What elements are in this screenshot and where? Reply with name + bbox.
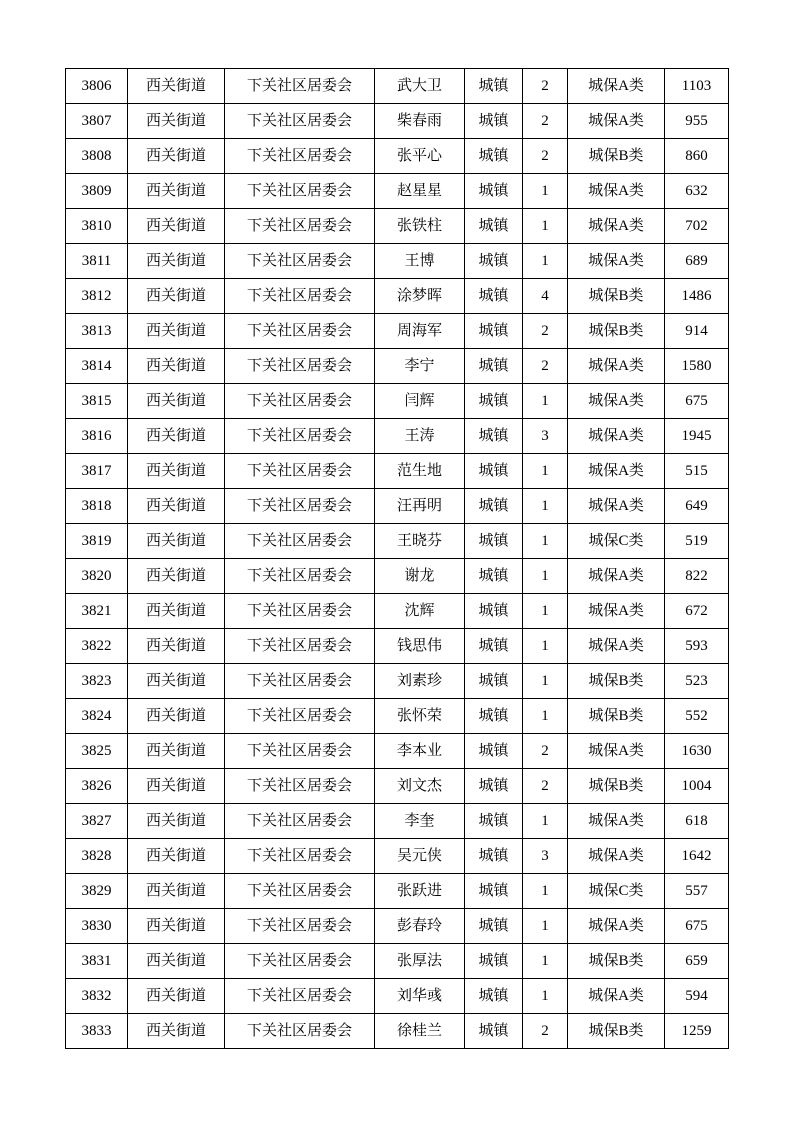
row-count: 2 <box>523 349 568 384</box>
row-count: 4 <box>523 279 568 314</box>
row-seq: 3813 <box>66 314 128 349</box>
row-category: 城保A类 <box>568 384 665 419</box>
row-name: 吴元侠 <box>375 839 465 874</box>
row-seq: 3812 <box>66 279 128 314</box>
row-seq: 3825 <box>66 734 128 769</box>
row-name: 涂梦晖 <box>375 279 465 314</box>
row-type: 城镇 <box>465 699 523 734</box>
row-count: 1 <box>523 559 568 594</box>
row-name: 王涛 <box>375 419 465 454</box>
table-row <box>66 69 729 104</box>
row-community: 下关社区居委会 <box>225 699 375 734</box>
row-name: 柴春雨 <box>375 104 465 139</box>
row-type: 城镇 <box>465 104 523 139</box>
row-type: 城镇 <box>465 419 523 454</box>
subsidy-table <box>65 68 729 1049</box>
row-category: 城保B类 <box>568 1014 665 1049</box>
row-name: 闫辉 <box>375 384 465 419</box>
row-count: 1 <box>523 594 568 629</box>
row-street: 西关街道 <box>128 104 225 139</box>
table-row <box>66 699 729 734</box>
row-category: 城保B类 <box>568 699 665 734</box>
row-category: 城保A类 <box>568 629 665 664</box>
row-count: 2 <box>523 769 568 804</box>
row-count: 1 <box>523 944 568 979</box>
row-street: 西关街道 <box>128 454 225 489</box>
row-seq: 3809 <box>66 174 128 209</box>
row-street: 西关街道 <box>128 279 225 314</box>
row-category: 城保A类 <box>568 209 665 244</box>
row-seq: 3827 <box>66 804 128 839</box>
row-seq: 3808 <box>66 139 128 174</box>
row-type: 城镇 <box>465 559 523 594</box>
row-amount: 649 <box>665 489 729 524</box>
table-row <box>66 804 729 839</box>
row-community: 下关社区居委会 <box>225 489 375 524</box>
row-name: 钱思伟 <box>375 629 465 664</box>
row-seq: 3811 <box>66 244 128 279</box>
row-count: 1 <box>523 174 568 209</box>
row-community: 下关社区居委会 <box>225 804 375 839</box>
row-community: 下关社区居委会 <box>225 769 375 804</box>
row-type: 城镇 <box>465 209 523 244</box>
row-type: 城镇 <box>465 909 523 944</box>
table-row <box>66 454 729 489</box>
row-community: 下关社区居委会 <box>225 69 375 104</box>
row-seq: 3807 <box>66 104 128 139</box>
row-type: 城镇 <box>465 314 523 349</box>
row-street: 西关街道 <box>128 769 225 804</box>
row-count: 1 <box>523 244 568 279</box>
row-amount: 552 <box>665 699 729 734</box>
row-community: 下关社区居委会 <box>225 419 375 454</box>
table-body <box>66 69 729 1049</box>
row-community: 下关社区居委会 <box>225 279 375 314</box>
row-community: 下关社区居委会 <box>225 209 375 244</box>
row-community: 下关社区居委会 <box>225 839 375 874</box>
row-type: 城镇 <box>465 944 523 979</box>
row-community: 下关社区居委会 <box>225 979 375 1014</box>
row-street: 西关街道 <box>128 244 225 279</box>
row-amount: 632 <box>665 174 729 209</box>
row-category: 城保A类 <box>568 244 665 279</box>
row-category: 城保A类 <box>568 104 665 139</box>
row-category: 城保A类 <box>568 909 665 944</box>
table-row <box>66 769 729 804</box>
row-amount: 1103 <box>665 69 729 104</box>
row-name: 彭春玲 <box>375 909 465 944</box>
row-street: 西关街道 <box>128 139 225 174</box>
row-count: 2 <box>523 104 568 139</box>
row-type: 城镇 <box>465 874 523 909</box>
row-name: 张厚法 <box>375 944 465 979</box>
row-community: 下关社区居委会 <box>225 944 375 979</box>
row-amount: 822 <box>665 559 729 594</box>
row-count: 1 <box>523 804 568 839</box>
row-amount: 1486 <box>665 279 729 314</box>
row-amount: 914 <box>665 314 729 349</box>
row-count: 3 <box>523 419 568 454</box>
row-street: 西关街道 <box>128 384 225 419</box>
row-name: 周海军 <box>375 314 465 349</box>
row-amount: 618 <box>665 804 729 839</box>
row-street: 西关街道 <box>128 594 225 629</box>
row-community: 下关社区居委会 <box>225 104 375 139</box>
table-row <box>66 104 729 139</box>
row-type: 城镇 <box>465 1014 523 1049</box>
row-name: 李宁 <box>375 349 465 384</box>
row-seq: 3810 <box>66 209 128 244</box>
row-category: 城保A类 <box>568 454 665 489</box>
row-count: 1 <box>523 664 568 699</box>
row-street: 西关街道 <box>128 209 225 244</box>
row-type: 城镇 <box>465 524 523 559</box>
row-count: 1 <box>523 489 568 524</box>
table-row <box>66 419 729 454</box>
row-seq: 3821 <box>66 594 128 629</box>
row-category: 城保A类 <box>568 559 665 594</box>
row-count: 3 <box>523 839 568 874</box>
table-row <box>66 524 729 559</box>
row-seq: 3829 <box>66 874 128 909</box>
table-row <box>66 734 729 769</box>
row-category: 城保A类 <box>568 419 665 454</box>
row-amount: 594 <box>665 979 729 1014</box>
row-amount: 675 <box>665 909 729 944</box>
row-count: 1 <box>523 524 568 559</box>
row-seq: 3818 <box>66 489 128 524</box>
table-row <box>66 944 729 979</box>
row-count: 2 <box>523 734 568 769</box>
row-category: 城保A类 <box>568 69 665 104</box>
row-amount: 557 <box>665 874 729 909</box>
row-category: 城保A类 <box>568 734 665 769</box>
row-count: 1 <box>523 629 568 664</box>
row-community: 下关社区居委会 <box>225 174 375 209</box>
row-type: 城镇 <box>465 839 523 874</box>
row-count: 1 <box>523 454 568 489</box>
row-seq: 3833 <box>66 1014 128 1049</box>
row-category: 城保C类 <box>568 874 665 909</box>
row-category: 城保A类 <box>568 349 665 384</box>
row-name: 赵星星 <box>375 174 465 209</box>
row-street: 西关街道 <box>128 944 225 979</box>
table-row <box>66 594 729 629</box>
row-seq: 3830 <box>66 909 128 944</box>
row-category: 城保A类 <box>568 839 665 874</box>
row-street: 西关街道 <box>128 174 225 209</box>
row-street: 西关街道 <box>128 839 225 874</box>
table-row <box>66 629 729 664</box>
row-seq: 3832 <box>66 979 128 1014</box>
row-street: 西关街道 <box>128 1014 225 1049</box>
row-category: 城保B类 <box>568 139 665 174</box>
row-count: 1 <box>523 874 568 909</box>
row-name: 刘华彧 <box>375 979 465 1014</box>
table-row <box>66 349 729 384</box>
row-community: 下关社区居委会 <box>225 559 375 594</box>
row-street: 西关街道 <box>128 559 225 594</box>
row-type: 城镇 <box>465 629 523 664</box>
row-street: 西关街道 <box>128 419 225 454</box>
row-community: 下关社区居委会 <box>225 244 375 279</box>
row-community: 下关社区居委会 <box>225 454 375 489</box>
row-amount: 1945 <box>665 419 729 454</box>
row-category: 城保A类 <box>568 174 665 209</box>
row-count: 1 <box>523 384 568 419</box>
table-row <box>66 664 729 699</box>
row-type: 城镇 <box>465 489 523 524</box>
row-amount: 593 <box>665 629 729 664</box>
row-street: 西关街道 <box>128 489 225 524</box>
row-seq: 3816 <box>66 419 128 454</box>
row-amount: 702 <box>665 209 729 244</box>
row-amount: 1630 <box>665 734 729 769</box>
row-type: 城镇 <box>465 69 523 104</box>
row-type: 城镇 <box>465 454 523 489</box>
table-row <box>66 874 729 909</box>
row-type: 城镇 <box>465 769 523 804</box>
table-row <box>66 1014 729 1049</box>
row-count: 2 <box>523 139 568 174</box>
row-name: 张铁柱 <box>375 209 465 244</box>
row-amount: 519 <box>665 524 729 559</box>
row-category: 城保B类 <box>568 279 665 314</box>
row-name: 武大卫 <box>375 69 465 104</box>
row-amount: 1259 <box>665 1014 729 1049</box>
row-name: 张平心 <box>375 139 465 174</box>
row-count: 2 <box>523 69 568 104</box>
row-amount: 1580 <box>665 349 729 384</box>
row-amount: 659 <box>665 944 729 979</box>
row-category: 城保A类 <box>568 594 665 629</box>
row-type: 城镇 <box>465 384 523 419</box>
row-amount: 675 <box>665 384 729 419</box>
row-category: 城保B类 <box>568 769 665 804</box>
row-name: 李本业 <box>375 734 465 769</box>
row-amount: 689 <box>665 244 729 279</box>
row-community: 下关社区居委会 <box>225 384 375 419</box>
row-seq: 3824 <box>66 699 128 734</box>
row-category: 城保A类 <box>568 804 665 839</box>
row-community: 下关社区居委会 <box>225 909 375 944</box>
row-amount: 1642 <box>665 839 729 874</box>
row-count: 1 <box>523 909 568 944</box>
row-type: 城镇 <box>465 594 523 629</box>
row-name: 汪再明 <box>375 489 465 524</box>
row-category: 城保C类 <box>568 524 665 559</box>
row-community: 下关社区居委会 <box>225 664 375 699</box>
row-type: 城镇 <box>465 664 523 699</box>
row-street: 西关街道 <box>128 314 225 349</box>
row-name: 张怀荣 <box>375 699 465 734</box>
row-community: 下关社区居委会 <box>225 1014 375 1049</box>
row-type: 城镇 <box>465 349 523 384</box>
row-street: 西关街道 <box>128 909 225 944</box>
row-name: 徐桂兰 <box>375 1014 465 1049</box>
row-amount: 523 <box>665 664 729 699</box>
row-seq: 3828 <box>66 839 128 874</box>
table-row <box>66 979 729 1014</box>
table-row <box>66 209 729 244</box>
row-street: 西关街道 <box>128 349 225 384</box>
row-name: 刘素珍 <box>375 664 465 699</box>
row-community: 下关社区居委会 <box>225 734 375 769</box>
row-seq: 3822 <box>66 629 128 664</box>
row-amount: 672 <box>665 594 729 629</box>
row-seq: 3823 <box>66 664 128 699</box>
row-amount: 860 <box>665 139 729 174</box>
row-amount: 1004 <box>665 769 729 804</box>
row-count: 1 <box>523 979 568 1014</box>
row-name: 范生地 <box>375 454 465 489</box>
row-community: 下关社区居委会 <box>225 139 375 174</box>
row-community: 下关社区居委会 <box>225 594 375 629</box>
row-count: 1 <box>523 209 568 244</box>
row-type: 城镇 <box>465 734 523 769</box>
row-seq: 3831 <box>66 944 128 979</box>
row-name: 李奎 <box>375 804 465 839</box>
row-count: 2 <box>523 314 568 349</box>
row-seq: 3820 <box>66 559 128 594</box>
row-category: 城保B类 <box>568 314 665 349</box>
row-street: 西关街道 <box>128 804 225 839</box>
row-type: 城镇 <box>465 979 523 1014</box>
row-category: 城保B类 <box>568 944 665 979</box>
row-category: 城保A类 <box>568 979 665 1014</box>
row-street: 西关街道 <box>128 664 225 699</box>
row-name: 王博 <box>375 244 465 279</box>
table-row <box>66 244 729 279</box>
row-street: 西关街道 <box>128 629 225 664</box>
row-community: 下关社区居委会 <box>225 524 375 559</box>
row-community: 下关社区居委会 <box>225 874 375 909</box>
row-name: 张跃进 <box>375 874 465 909</box>
table-row <box>66 139 729 174</box>
table-row <box>66 279 729 314</box>
row-count: 2 <box>523 1014 568 1049</box>
table-row <box>66 909 729 944</box>
row-street: 西关街道 <box>128 699 225 734</box>
table-row <box>66 174 729 209</box>
table-row <box>66 559 729 594</box>
table-row <box>66 384 729 419</box>
row-type: 城镇 <box>465 174 523 209</box>
table-row <box>66 839 729 874</box>
row-type: 城镇 <box>465 279 523 314</box>
row-count: 1 <box>523 699 568 734</box>
row-seq: 3826 <box>66 769 128 804</box>
table-row <box>66 314 729 349</box>
row-seq: 3815 <box>66 384 128 419</box>
row-amount: 515 <box>665 454 729 489</box>
row-seq: 3817 <box>66 454 128 489</box>
row-type: 城镇 <box>465 804 523 839</box>
row-name: 谢龙 <box>375 559 465 594</box>
row-street: 西关街道 <box>128 69 225 104</box>
row-community: 下关社区居委会 <box>225 629 375 664</box>
row-seq: 3806 <box>66 69 128 104</box>
row-name: 王晓芬 <box>375 524 465 559</box>
row-seq: 3819 <box>66 524 128 559</box>
row-seq: 3814 <box>66 349 128 384</box>
row-name: 刘文杰 <box>375 769 465 804</box>
row-type: 城镇 <box>465 244 523 279</box>
row-community: 下关社区居委会 <box>225 349 375 384</box>
row-street: 西关街道 <box>128 524 225 559</box>
row-name: 沈辉 <box>375 594 465 629</box>
table-row <box>66 489 729 524</box>
row-category: 城保A类 <box>568 489 665 524</box>
row-street: 西关街道 <box>128 874 225 909</box>
row-amount: 955 <box>665 104 729 139</box>
row-type: 城镇 <box>465 139 523 174</box>
row-community: 下关社区居委会 <box>225 314 375 349</box>
row-street: 西关街道 <box>128 734 225 769</box>
row-street: 西关街道 <box>128 979 225 1014</box>
row-category: 城保B类 <box>568 664 665 699</box>
